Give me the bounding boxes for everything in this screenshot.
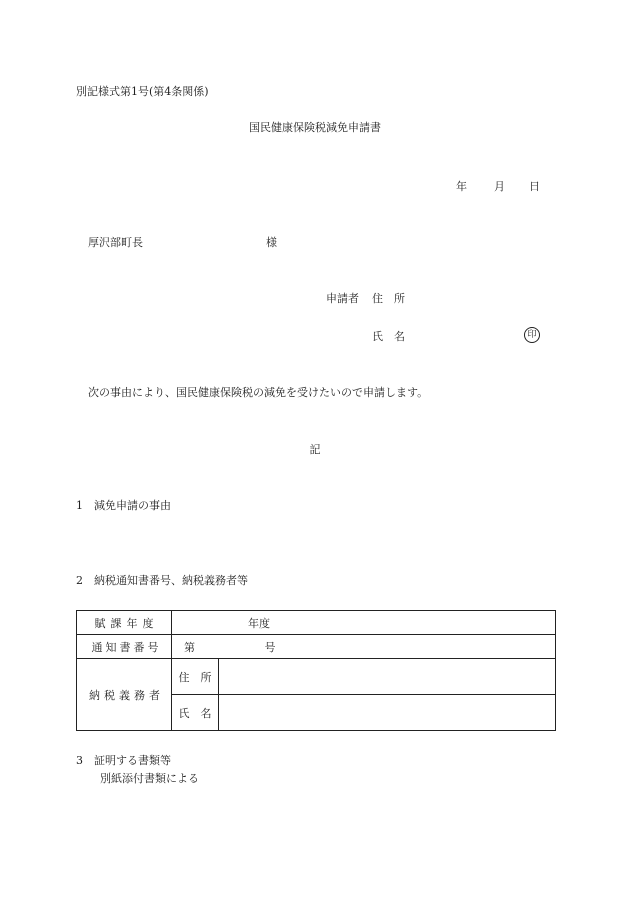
notice-number-label: 通知書番号 [77,635,172,659]
table-row [77,659,556,695]
taxpayer-address-field[interactable] [219,659,556,695]
applicant-address-label: 住 所 [372,292,405,305]
taxpayer-address-label: 住 所 [172,659,219,695]
date-day-label: 日 [529,180,540,193]
notice-number-prefix: 第 [184,640,195,654]
date-year-label: 年 [456,180,467,193]
seal-mark: 印 [524,327,540,343]
tax-year-label: 賦課年度 [77,611,172,635]
taxpayer-name-label: 氏 名 [172,695,219,731]
notice-number-cell[interactable] [172,635,556,659]
addressee-name: 厚沢部町長 [88,236,143,249]
section-1-title: 1 減免申請の事由 [76,499,171,512]
form-number: 別記様式第1号(第4条関係) [76,85,209,98]
section-3-title: 3 証明する書類等 [76,754,171,767]
addressee-honorific: 様 [266,236,277,249]
tax-year-unit: 年度 [248,616,270,630]
page-title: 国民健康保険税減免申請書 [249,121,381,134]
tax-info-table [76,610,556,731]
notice-number-suffix: 号 [264,640,276,654]
applicant-name-label: 氏 名 [372,330,405,343]
table-row [77,611,556,635]
applicant-label: 申請者 [326,292,359,305]
section-2-title: 2 納税通知書番号、納税義務者等 [76,574,248,587]
tax-year-cell[interactable] [172,611,556,635]
taxpayer-label: 納税義務者 [77,659,172,731]
section-3-detail: 別紙添付書類による [100,772,199,785]
ki-heading: 記 [309,443,321,456]
request-statement: 次の事由により、国民健康保険税の減免を受けたいので申請します。 [88,386,429,399]
taxpayer-name-field[interactable] [219,695,556,731]
table-row [77,635,556,659]
date-month-label: 月 [494,180,505,193]
